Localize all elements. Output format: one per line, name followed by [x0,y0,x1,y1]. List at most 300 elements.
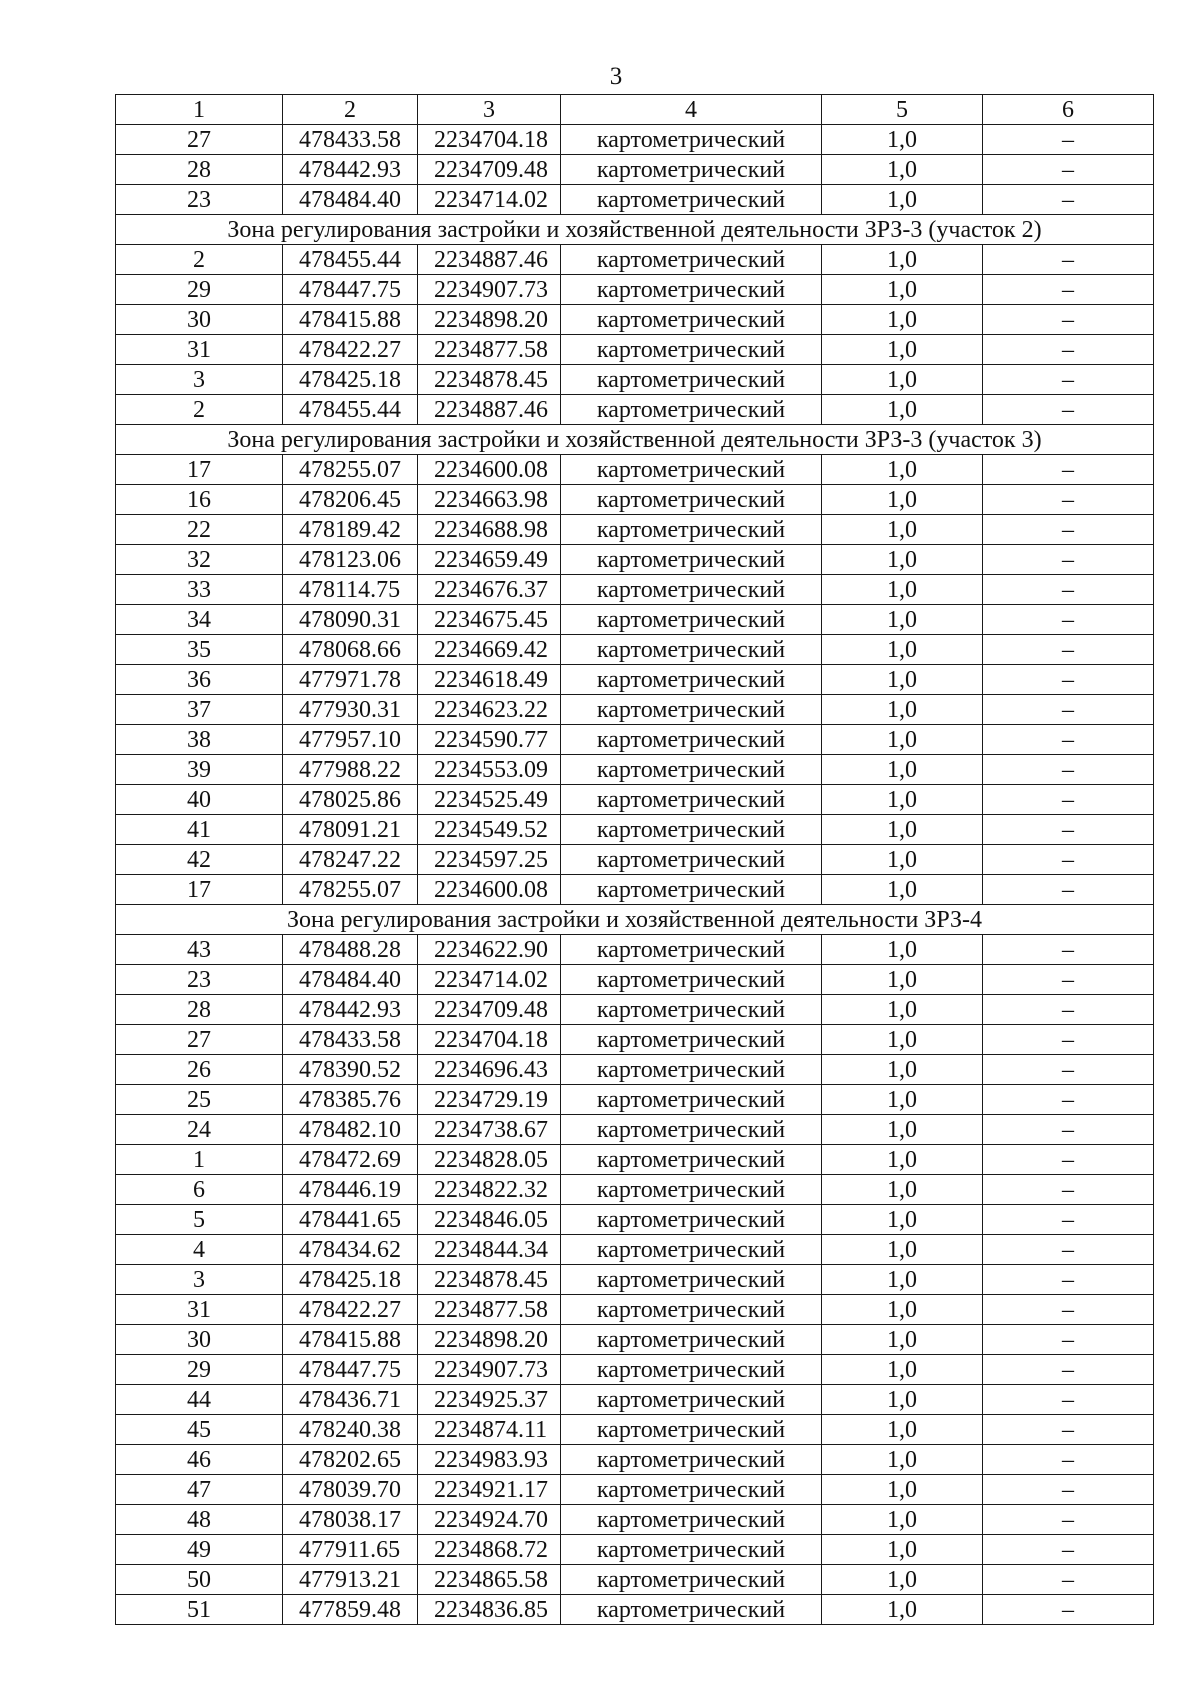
y-coordinate-cell: 2234714.02 [418,965,561,995]
method-cell: картометрический [561,1295,822,1325]
coordinates-table [115,94,1154,1625]
y-coordinate-cell: 2234704.18 [418,125,561,155]
table-row [116,1085,1154,1115]
table-row [116,935,1154,965]
x-coordinate-cell: 478433.58 [283,1025,418,1055]
x-coordinate-cell: 478436.71 [283,1385,418,1415]
description-cell: – [983,755,1154,785]
point-number-cell: 23 [116,185,283,215]
description-cell: – [983,1325,1154,1355]
y-coordinate-cell: 2234983.93 [418,1445,561,1475]
description-cell: – [983,245,1154,275]
method-cell: картометрический [561,1145,822,1175]
description-cell: – [983,1085,1154,1115]
description-cell: – [983,305,1154,335]
point-number-cell: 1 [116,1145,283,1175]
y-coordinate-cell: 2234822.32 [418,1175,561,1205]
x-coordinate-cell: 478484.40 [283,965,418,995]
accuracy-cell: 1,0 [822,695,983,725]
y-coordinate-cell: 2234868.72 [418,1535,561,1565]
point-number-cell: 25 [116,1085,283,1115]
table-row [116,1235,1154,1265]
table-row [116,665,1154,695]
method-cell: картометрический [561,545,822,575]
accuracy-cell: 1,0 [822,515,983,545]
y-coordinate-cell: 2234865.58 [418,1565,561,1595]
x-coordinate-cell: 478090.31 [283,605,418,635]
method-cell: картометрический [561,1325,822,1355]
point-number-cell: 34 [116,605,283,635]
column-header: 2 [283,95,418,125]
x-coordinate-cell: 478484.40 [283,185,418,215]
point-number-cell: 2 [116,395,283,425]
y-coordinate-cell: 2234921.17 [418,1475,561,1505]
method-cell: картометрический [561,1385,822,1415]
accuracy-cell: 1,0 [822,755,983,785]
table-row [116,1025,1154,1055]
point-number-cell: 49 [116,1535,283,1565]
x-coordinate-cell: 478255.07 [283,455,418,485]
x-coordinate-cell: 478425.18 [283,365,418,395]
accuracy-cell: 1,0 [822,545,983,575]
table-row [116,605,1154,635]
point-number-cell: 51 [116,1595,283,1625]
accuracy-cell: 1,0 [822,1055,983,1085]
table-row [116,155,1154,185]
accuracy-cell: 1,0 [822,1175,983,1205]
x-coordinate-cell: 478422.27 [283,335,418,365]
table-row [116,1055,1154,1085]
y-coordinate-cell: 2234688.98 [418,515,561,545]
table-row [116,785,1154,815]
x-coordinate-cell: 478472.69 [283,1145,418,1175]
point-number-cell: 30 [116,305,283,335]
table-row [116,305,1154,335]
description-cell: – [983,575,1154,605]
description-cell: – [983,1595,1154,1625]
y-coordinate-cell: 2234878.45 [418,365,561,395]
y-coordinate-cell: 2234659.49 [418,545,561,575]
description-cell: – [983,1535,1154,1565]
description-cell: – [983,1565,1154,1595]
x-coordinate-cell: 478247.22 [283,845,418,875]
method-cell: картометрический [561,1505,822,1535]
y-coordinate-cell: 2234844.34 [418,1235,561,1265]
accuracy-cell: 1,0 [822,485,983,515]
y-coordinate-cell: 2234676.37 [418,575,561,605]
description-cell: – [983,1055,1154,1085]
page-number: 3 [609,63,623,90]
y-coordinate-cell: 2234675.45 [418,605,561,635]
y-coordinate-cell: 2234828.05 [418,1145,561,1175]
table-row [116,1385,1154,1415]
method-cell: картометрический [561,1355,822,1385]
table-row [116,995,1154,1025]
method-cell: картометрический [561,1475,822,1505]
zone-title: Зона регулирования застройки и хозяйственной деятельности ЗРЗ-4 [116,905,1154,935]
table-row [116,515,1154,545]
method-cell: картометрический [561,1595,822,1625]
point-number-cell: 46 [116,1445,283,1475]
accuracy-cell: 1,0 [822,575,983,605]
accuracy-cell: 1,0 [822,725,983,755]
accuracy-cell: 1,0 [822,965,983,995]
x-coordinate-cell: 478488.28 [283,935,418,965]
y-coordinate-cell: 2234714.02 [418,185,561,215]
y-coordinate-cell: 2234887.46 [418,395,561,425]
method-cell: картометрический [561,755,822,785]
table-row [116,1595,1154,1625]
description-cell: – [983,965,1154,995]
x-coordinate-cell: 478025.86 [283,785,418,815]
accuracy-cell: 1,0 [822,1295,983,1325]
method-cell: картометрический [561,725,822,755]
accuracy-cell: 1,0 [822,1355,983,1385]
accuracy-cell: 1,0 [822,1595,983,1625]
point-number-cell: 32 [116,545,283,575]
point-number-cell: 45 [116,1415,283,1445]
description-cell: – [983,455,1154,485]
x-coordinate-cell: 478455.44 [283,395,418,425]
y-coordinate-cell: 2234525.49 [418,785,561,815]
point-number-cell: 5 [116,1205,283,1235]
table-row [116,815,1154,845]
y-coordinate-cell: 2234618.49 [418,665,561,695]
point-number-cell: 28 [116,155,283,185]
x-coordinate-cell: 478206.45 [283,485,418,515]
point-number-cell: 16 [116,485,283,515]
accuracy-cell: 1,0 [822,605,983,635]
description-cell: – [983,635,1154,665]
x-coordinate-cell: 478425.18 [283,1265,418,1295]
accuracy-cell: 1,0 [822,1235,983,1265]
point-number-cell: 17 [116,875,283,905]
table-row [116,335,1154,365]
point-number-cell: 30 [116,1325,283,1355]
x-coordinate-cell: 478038.17 [283,1505,418,1535]
accuracy-cell: 1,0 [822,665,983,695]
x-coordinate-cell: 478202.65 [283,1445,418,1475]
zone-title: Зона регулирования застройки и хозяйственной деятельности ЗРЗ-3 (участок 3) [116,425,1154,455]
y-coordinate-cell: 2234549.52 [418,815,561,845]
description-cell: – [983,1355,1154,1385]
accuracy-cell: 1,0 [822,1205,983,1235]
y-coordinate-cell: 2234877.58 [418,1295,561,1325]
description-cell: – [983,1385,1154,1415]
y-coordinate-cell: 2234874.11 [418,1415,561,1445]
point-number-cell: 22 [116,515,283,545]
description-cell: – [983,155,1154,185]
y-coordinate-cell: 2234877.58 [418,335,561,365]
description-cell: – [983,935,1154,965]
method-cell: картометрический [561,815,822,845]
table-row [116,485,1154,515]
point-number-cell: 38 [116,725,283,755]
description-cell: – [983,1415,1154,1445]
method-cell: картометрический [561,485,822,515]
x-coordinate-cell: 477913.21 [283,1565,418,1595]
x-coordinate-cell: 478123.06 [283,545,418,575]
point-number-cell: 47 [116,1475,283,1505]
description-cell: – [983,485,1154,515]
method-cell: картометрический [561,335,822,365]
method-cell: картометрический [561,605,822,635]
point-number-cell: 35 [116,635,283,665]
column-header: 6 [983,95,1154,125]
description-cell: – [983,785,1154,815]
y-coordinate-cell: 2234663.98 [418,485,561,515]
x-coordinate-cell: 478441.65 [283,1205,418,1235]
x-coordinate-cell: 477957.10 [283,725,418,755]
point-number-cell: 28 [116,995,283,1025]
point-number-cell: 50 [116,1565,283,1595]
table-row [116,1295,1154,1325]
accuracy-cell: 1,0 [822,455,983,485]
description-cell: – [983,275,1154,305]
point-number-cell: 42 [116,845,283,875]
y-coordinate-cell: 2234738.67 [418,1115,561,1145]
description-cell: – [983,395,1154,425]
table-row [116,125,1154,155]
point-number-cell: 31 [116,335,283,365]
y-coordinate-cell: 2234669.42 [418,635,561,665]
point-number-cell: 17 [116,455,283,485]
method-cell: картометрический [561,575,822,605]
method-cell: картометрический [561,995,822,1025]
accuracy-cell: 1,0 [822,275,983,305]
accuracy-cell: 1,0 [822,155,983,185]
x-coordinate-cell: 478433.58 [283,125,418,155]
table-row [116,1325,1154,1355]
column-header: 5 [822,95,983,125]
description-cell: – [983,875,1154,905]
description-cell: – [983,695,1154,725]
method-cell: картометрический [561,305,822,335]
table-row [116,185,1154,215]
method-cell: картометрический [561,845,822,875]
method-cell: картометрический [561,785,822,815]
accuracy-cell: 1,0 [822,1445,983,1475]
accuracy-cell: 1,0 [822,785,983,815]
accuracy-cell: 1,0 [822,1475,983,1505]
description-cell: – [983,1445,1154,1475]
table-row [116,1355,1154,1385]
y-coordinate-cell: 2234925.37 [418,1385,561,1415]
point-number-cell: 27 [116,1025,283,1055]
x-coordinate-cell: 478091.21 [283,815,418,845]
table-row [116,725,1154,755]
x-coordinate-cell: 478482.10 [283,1115,418,1145]
x-coordinate-cell: 478442.93 [283,995,418,1025]
x-coordinate-cell: 477911.65 [283,1535,418,1565]
description-cell: – [983,1115,1154,1145]
table-row [116,1175,1154,1205]
point-number-cell: 26 [116,1055,283,1085]
x-coordinate-cell: 478447.75 [283,275,418,305]
point-number-cell: 31 [116,1295,283,1325]
table-row [116,695,1154,725]
table-row [116,1505,1154,1535]
accuracy-cell: 1,0 [822,1115,983,1145]
column-header: 3 [418,95,561,125]
point-number-cell: 37 [116,695,283,725]
point-number-cell: 24 [116,1115,283,1145]
table-row [116,395,1154,425]
point-number-cell: 39 [116,755,283,785]
accuracy-cell: 1,0 [822,1085,983,1115]
x-coordinate-cell: 478422.27 [283,1295,418,1325]
point-number-cell: 33 [116,575,283,605]
description-cell: – [983,1505,1154,1535]
accuracy-cell: 1,0 [822,185,983,215]
x-coordinate-cell: 478255.07 [283,875,418,905]
accuracy-cell: 1,0 [822,1265,983,1295]
table-row [116,875,1154,905]
description-cell: – [983,725,1154,755]
method-cell: картометрический [561,125,822,155]
x-coordinate-cell: 478068.66 [283,635,418,665]
method-cell: картометрический [561,875,822,905]
method-cell: картометрический [561,1535,822,1565]
zone-title-row [116,905,1154,935]
accuracy-cell: 1,0 [822,1385,983,1415]
y-coordinate-cell: 2234600.08 [418,455,561,485]
y-coordinate-cell: 2234924.70 [418,1505,561,1535]
accuracy-cell: 1,0 [822,305,983,335]
table-row [116,1445,1154,1475]
accuracy-cell: 1,0 [822,1025,983,1055]
table-row [116,635,1154,665]
method-cell: картометрический [561,1205,822,1235]
table-row [116,455,1154,485]
accuracy-cell: 1,0 [822,1415,983,1445]
x-coordinate-cell: 477930.31 [283,695,418,725]
point-number-cell: 40 [116,785,283,815]
x-coordinate-cell: 478447.75 [283,1355,418,1385]
accuracy-cell: 1,0 [822,875,983,905]
method-cell: картометрический [561,1055,822,1085]
point-number-cell: 44 [116,1385,283,1415]
table-row [116,1115,1154,1145]
description-cell: – [983,1145,1154,1175]
table-row [116,1205,1154,1235]
y-coordinate-cell: 2234622.90 [418,935,561,965]
method-cell: картометрический [561,965,822,995]
method-cell: картометрический [561,695,822,725]
point-number-cell: 27 [116,125,283,155]
description-cell: – [983,365,1154,395]
accuracy-cell: 1,0 [822,1145,983,1175]
method-cell: картометрический [561,935,822,965]
x-coordinate-cell: 478240.38 [283,1415,418,1445]
y-coordinate-cell: 2234878.45 [418,1265,561,1295]
coordinates-table-body [116,95,1154,1625]
y-coordinate-cell: 2234846.05 [418,1205,561,1235]
method-cell: картометрический [561,155,822,185]
description-cell: – [983,605,1154,635]
accuracy-cell: 1,0 [822,395,983,425]
accuracy-cell: 1,0 [822,1565,983,1595]
x-coordinate-cell: 478390.52 [283,1055,418,1085]
point-number-cell: 36 [116,665,283,695]
method-cell: картометрический [561,365,822,395]
description-cell: – [983,815,1154,845]
table-row [116,845,1154,875]
x-coordinate-cell: 477859.48 [283,1595,418,1625]
table-row [116,365,1154,395]
table-row [116,1415,1154,1445]
description-cell: – [983,545,1154,575]
description-cell: – [983,1265,1154,1295]
y-coordinate-cell: 2234709.48 [418,155,561,185]
accuracy-cell: 1,0 [822,995,983,1025]
y-coordinate-cell: 2234898.20 [418,305,561,335]
point-number-cell: 29 [116,275,283,305]
method-cell: картометрический [561,455,822,485]
description-cell: – [983,1175,1154,1205]
method-cell: картометрический [561,245,822,275]
description-cell: – [983,1295,1154,1325]
description-cell: – [983,1205,1154,1235]
accuracy-cell: 1,0 [822,935,983,965]
method-cell: картометрический [561,1085,822,1115]
point-number-cell: 29 [116,1355,283,1385]
y-coordinate-cell: 2234696.43 [418,1055,561,1085]
method-cell: картометрический [561,185,822,215]
accuracy-cell: 1,0 [822,365,983,395]
description-cell: – [983,1475,1154,1505]
accuracy-cell: 1,0 [822,245,983,275]
method-cell: картометрический [561,1115,822,1145]
zone-title: Зона регулирования застройки и хозяйственной деятельности ЗРЗ-3 (участок 2) [116,215,1154,245]
zone-title-row [116,215,1154,245]
y-coordinate-cell: 2234898.20 [418,1325,561,1355]
method-cell: картометрический [561,635,822,665]
point-number-cell: 6 [116,1175,283,1205]
table-row [116,965,1154,995]
table-row [116,545,1154,575]
y-coordinate-cell: 2234600.08 [418,875,561,905]
table-row [116,245,1154,275]
y-coordinate-cell: 2234623.22 [418,695,561,725]
description-cell: – [983,845,1154,875]
y-coordinate-cell: 2234590.77 [418,725,561,755]
x-coordinate-cell: 478415.88 [283,305,418,335]
table-row [116,575,1154,605]
table-row [116,1565,1154,1595]
y-coordinate-cell: 2234836.85 [418,1595,561,1625]
method-cell: картометрический [561,1265,822,1295]
x-coordinate-cell: 478385.76 [283,1085,418,1115]
x-coordinate-cell: 478442.93 [283,155,418,185]
method-cell: картометрический [561,1565,822,1595]
table-row [116,1535,1154,1565]
y-coordinate-cell: 2234704.18 [418,1025,561,1055]
accuracy-cell: 1,0 [822,1325,983,1355]
y-coordinate-cell: 2234729.19 [418,1085,561,1115]
point-number-cell: 4 [116,1235,283,1265]
table-row [116,755,1154,785]
x-coordinate-cell: 478434.62 [283,1235,418,1265]
method-cell: картометрический [561,1025,822,1055]
accuracy-cell: 1,0 [822,845,983,875]
method-cell: картометрический [561,1415,822,1445]
method-cell: картометрический [561,515,822,545]
description-cell: – [983,185,1154,215]
zone-title-row [116,425,1154,455]
table-row [116,275,1154,305]
y-coordinate-cell: 2234553.09 [418,755,561,785]
